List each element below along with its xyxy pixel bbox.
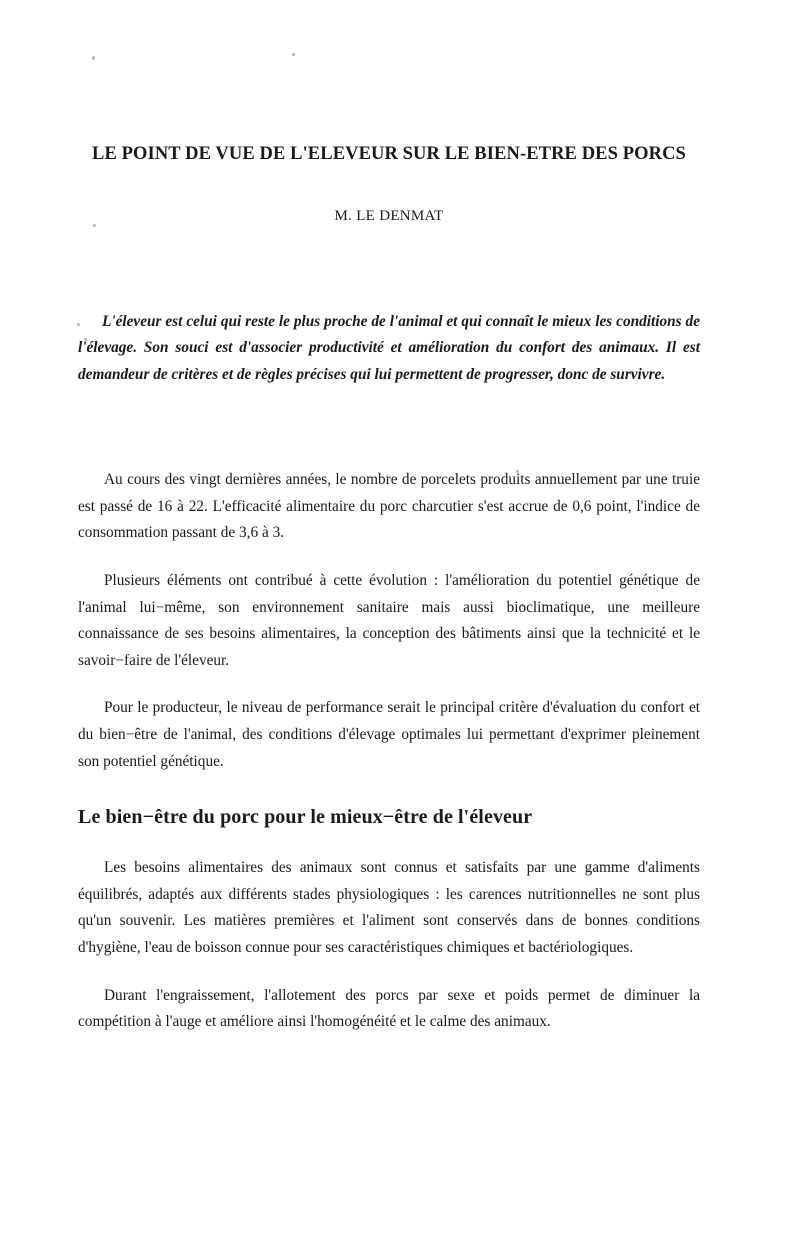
section-paragraph-2: Durant l'engraissement, l'allotement des porcs par sexe et poids permet de diminuer la compétition à l'auge et améliore ainsi l'homogénéité et le calme des animaux. <box>78 986 700 1031</box>
section-heading: Le bien−être du porc pour le mieux−être de l'éleveur <box>78 806 533 829</box>
body-paragraph-2: Plusieurs éléments ont contribué à cette évolution : l'amélioration du potentiel génétique de l'animal lui−même, son environnement sanitaire mais aussi bioclimatique, une meilleure connaissance de ses besoins alimentaires, la conception des bâtiments ainsi que la technicité et le savoir−faire de l'éleveur. <box>78 571 700 669</box>
body-paragraph-3: Pour le producteur, le niveau de performance serait le principal critère d'évaluation du confort et du bien−être de l'animal, des conditions d'élevage optimales lui permettant d'exprimer pleinement son potentiel génétique. <box>78 699 700 770</box>
document-content <box>78 0 700 1036</box>
author-line: M. LE DENMAT <box>334 208 444 225</box>
abstract-paragraph: L'éleveur est celui qui reste le plus proche de l'animal et qui connaît le mieux les conditions de l'élevage. Son souci est d'associer productivité et amélioration du confort des animaux. Il est demandeur de critères et de règles précises qui lui permettent de progresser, donc de survivre. <box>78 313 700 383</box>
section-paragraph-1: Les besoins alimentaires des animaux sont connus et satisfaits par une gamme d'aliments équilibrés, adaptés aux différents stades physiologiques : les carences nutritionnelles ne sont plus qu'un souvenir. Les matières premières et l'aliment sont conservés dans de bonnes conditions d'hygiène, l'eau de boisson connue pour ses caractéristiques chimiques et bactériologiques. <box>78 859 700 956</box>
body-paragraph-1: Au cours des vingt dernières années, le nombre de porcelets produits annuellement par une truie est passé de 16 à 22. L'efficacité alimentaire du porc charcutier s'est accrue de 0,6 point, l'indice de consommation passant de 3,6 à 3. <box>78 471 700 542</box>
page-title: LE POINT DE VUE DE L'ELEVEUR SUR LE BIEN-ETRE DES PORCS <box>92 144 686 164</box>
